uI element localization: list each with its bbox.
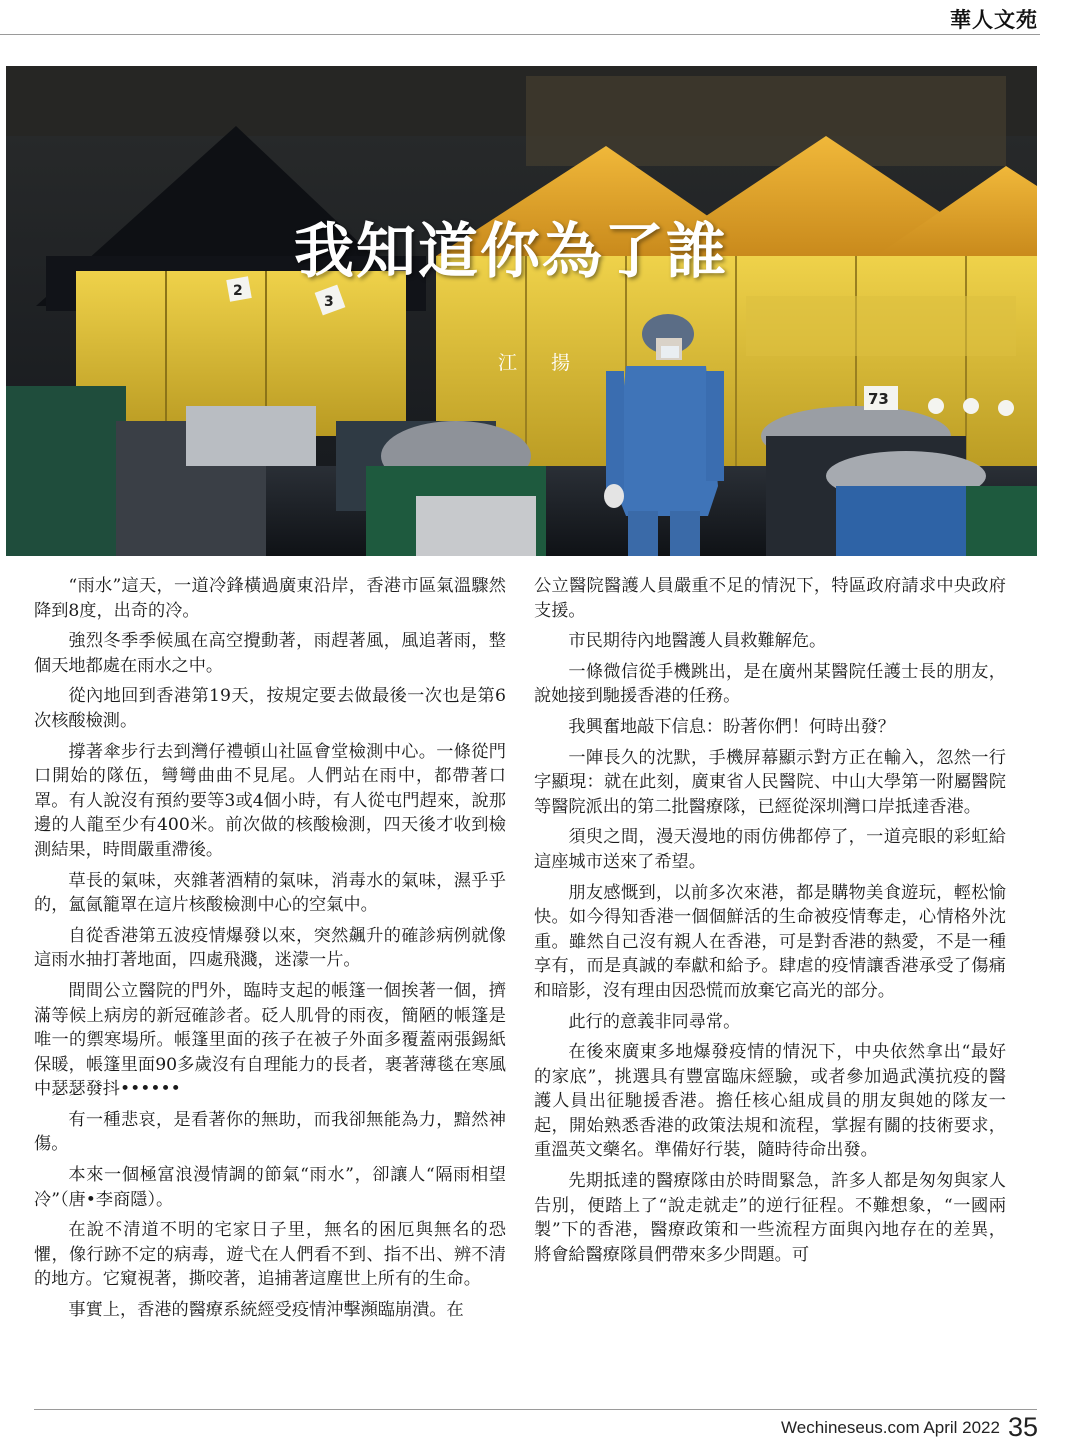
paragraph: 從內地回到香港第19天，按規定要去做最後一次也是第6次核酸檢測。: [34, 686, 506, 731]
hero-photo-illustration: [6, 66, 1037, 556]
paragraph: 一條微信從手機跳出，是在廣州某醫院任護士長的朋友，說她接到馳援香港的任務。: [534, 661, 1006, 707]
hero-image: [6, 66, 1037, 556]
tent-tag-number: 73: [868, 390, 889, 408]
paragraph-continued: 公立醫院醫護人員嚴重不足的情況下，特區政府請求中央政府支援。: [534, 576, 1006, 621]
tent-tag-number: 2: [233, 283, 243, 299]
paragraph: 草長的氣味，夾雜著酒精的氣味，消毒水的氣味，濕乎乎的，氳氤籠罩在這片核酸檢測中心的空氣中。: [34, 870, 506, 916]
page-number: 35: [1007, 1412, 1038, 1442]
paragraph: 在後來廣東多地爆發疫情的情況下，中央依然拿出“最好的家底”，挑選具有豐富臨床經驗，或者參加過武漢抗疫的醫護人員出征馳援香港。擔任核心組成員的朋友與她的隊友一起，開始熟悉香港的政策法規和流程，掌握有關的技術要求，重溫英文藥名。準備好行裝，隨時待命出發。: [534, 1042, 1006, 1161]
paragraph: 自從香港第五波疫情爆發以來，突然飆升的確診病例就像這雨水抽打著地面，四處飛濺，迷濛一片。: [34, 925, 506, 971]
article-title: 我知道你為了誰: [294, 217, 728, 287]
bottom-divider: [34, 1409, 1037, 1410]
paragraph: 有一種悲哀，是看著你的無助，而我卻無能為力，黯然神傷。: [34, 1109, 506, 1155]
paragraph: 朋友感慨到，以前多次來港，都是購物美食遊玩，輕松愉快。如今得知香港一個個鮮活的生命被疫情奪走，心情格外沈重。雖然自己沒有親人在香港，可是對香港的熱愛，不是一種享有，而是真誠的奉獻和給予。肆虐的疫情讓香港承受了傷痛和暗影，沒有理由因恐慌而放棄它高光的部分。: [534, 882, 1006, 1001]
section-title: 華人文苑: [950, 7, 1038, 32]
paragraph: 間間公立醫院的門外，臨時支起的帳篷一個挨著一個，擠滿等候上病房的新冠確診者。砭人肌骨的雨夜，簡陋的帳篷是唯一的禦寒場所。帳篷里面的孩子在被子外面多覆蓋兩張錫紙保暖，帳篷里面90多歲沒有自理能力的長者，裹著薄毯在寒風中瑟瑟發抖••••••: [34, 980, 506, 1100]
tent-tag-number: 3: [324, 294, 334, 310]
footer-site-date: Wechineseus.com April 2022: [781, 1418, 1000, 1437]
paragraph: 須臾之間，漫天漫地的雨仿佛都停了，一道亮眼的彩虹給這座城市送來了希望。: [534, 827, 1006, 872]
paragraph: 本來一個極富浪漫情調的節氣“雨水”，卻讓人“隔雨相望冷”（唐•李商隱）。: [34, 1165, 506, 1210]
paragraph: 先期抵達的醫療隊由於時間緊急，許多人都是匆匆與家人告別，便踏上了“說走就走”的逆行征程。不難想象，“一國兩製”下的香港，醫療政策和一些流程方面與內地存在的差異，將會給醫療隊員們帶來多少問題。可: [534, 1171, 1006, 1265]
paragraph: “雨水”這天，一道冷鋒橫過廣東沿岸，香港市區氣溫驟然降到8度，出奇的冷。: [34, 576, 506, 621]
paragraph: 此行的意義非同尋常。: [568, 1011, 741, 1032]
page-footer: [781, 1412, 1038, 1443]
top-divider: [0, 34, 1040, 35]
paragraph: 市民期待內地醫護人員救難解危。: [568, 631, 827, 652]
paragraph: 一陣長久的沈默，手機屏幕顯示對方正在輸入，忽然一行字顯現：就在此刻，廣東省人民醫院、中山大學第一附屬醫院等醫院派出的第二批醫療隊，已經從深圳灣口岸抵達香港。: [534, 747, 1006, 817]
paragraph: 我興奮地敲下信息：盼著你們！何時出發？: [568, 716, 895, 737]
paragraph: 在說不清道不明的宅家日子里，無名的困厄與無名的恐懼，像行跡不定的病毒，遊弋在人們看不到、指不出、辨不清的地方。它窺視著，撕咬著，追捕著這塵世上所有的生命。: [34, 1220, 506, 1290]
article-author: 江 揚: [498, 352, 585, 374]
paragraph: 事實上，香港的醫療系統經受疫情沖擊瀕臨崩潰。在: [68, 1300, 464, 1321]
article-left-column: [34, 574, 506, 1329]
article-right-column: [534, 574, 1006, 1273]
paragraph: 撐著傘步行去到灣仔禮頓山社區會堂檢測中心。一條從門口開始的隊伍，彎彎曲曲不見尾。人們站在雨中，都帶著口罩。有人說沒有預約要等3或4個小時，有人從屯門趕來，說那邊的人龍至少有400米。前次做的核酸檢測，四天後才收到檢測結果，時間嚴重滯後。: [34, 741, 506, 860]
paragraph: 強烈冬季季候風在高空攪動著，雨趕著風，風追著雨，整個天地都處在雨水之中。: [34, 631, 506, 676]
bed-left-1: [6, 386, 126, 556]
